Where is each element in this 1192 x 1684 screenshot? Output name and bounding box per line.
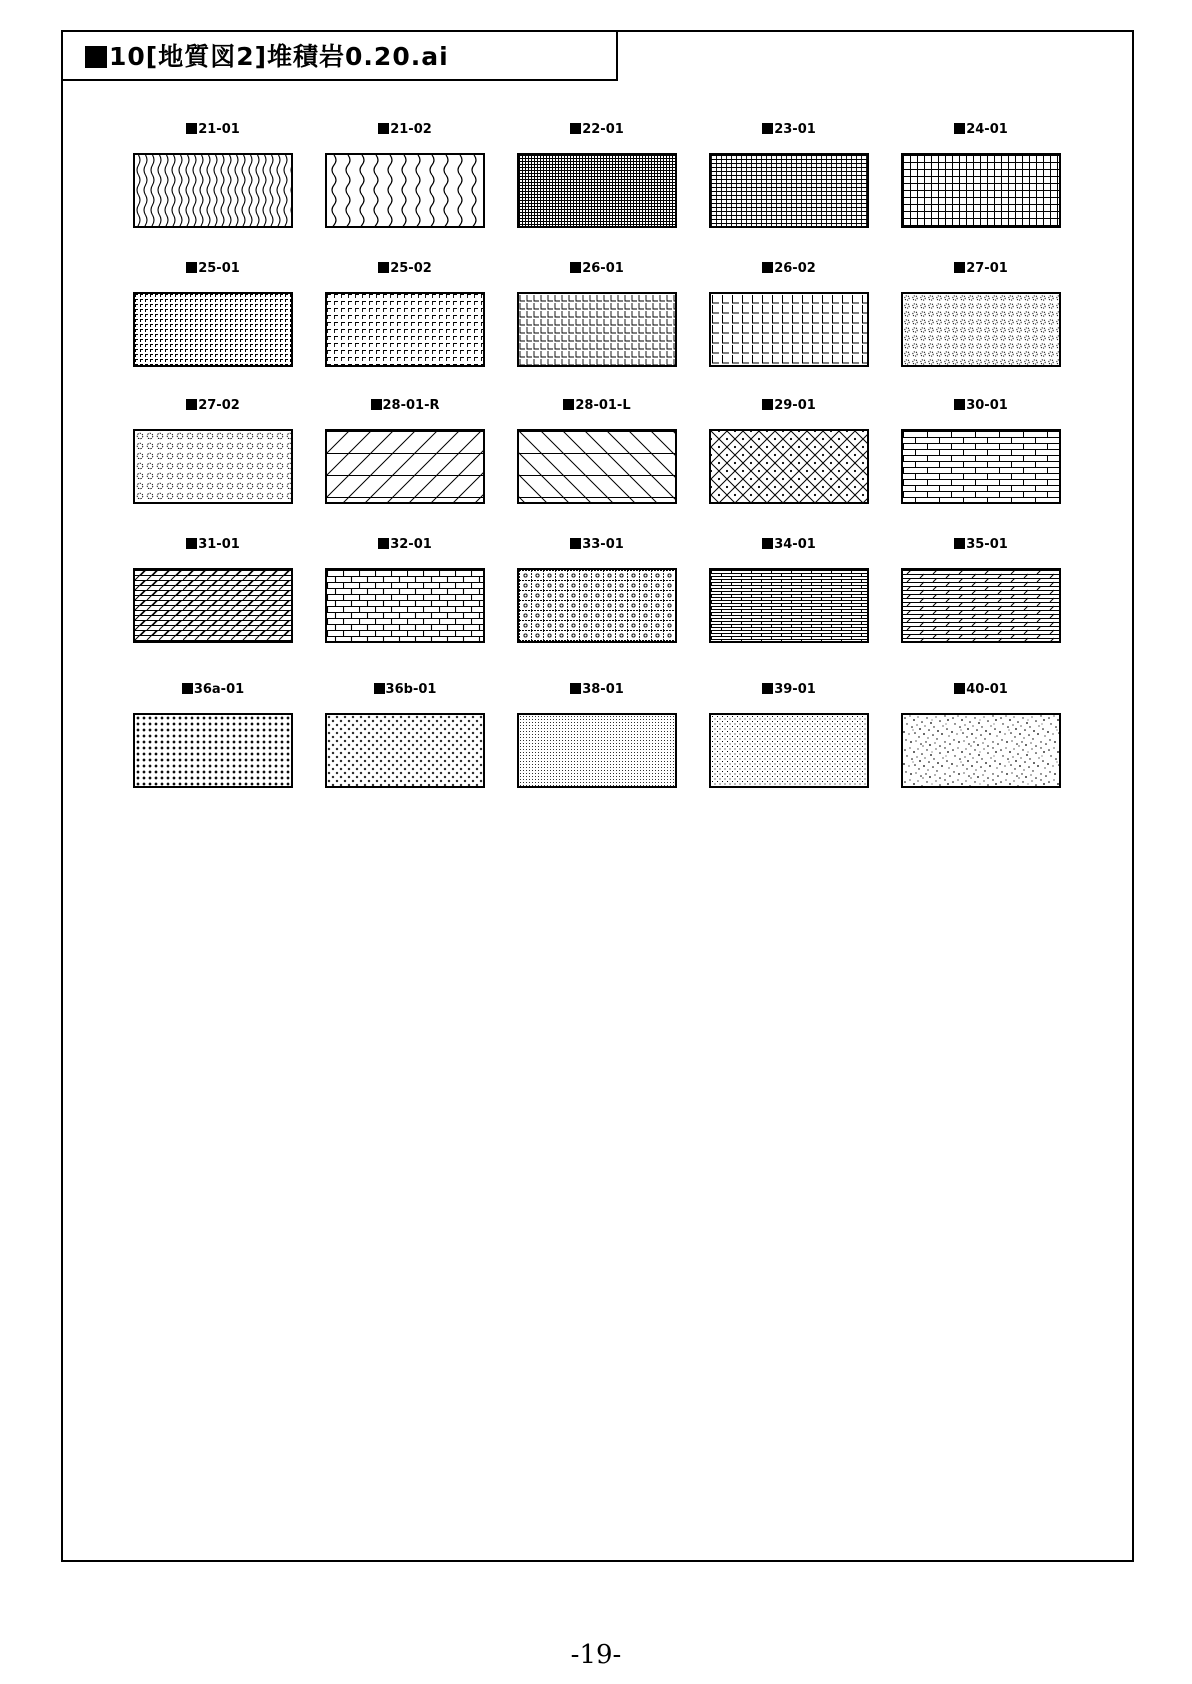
swatch-label-25-02: 25-02 <box>325 261 485 276</box>
pattern-swatch-22-01 <box>517 153 677 228</box>
black-square-icon <box>186 123 197 134</box>
pattern-swatch-29-01 <box>709 429 869 504</box>
page-number: -19- <box>570 1640 622 1670</box>
swatch-label-39-01: 39-01 <box>709 682 869 697</box>
black-square-icon <box>762 399 773 410</box>
black-square-icon <box>186 262 197 273</box>
black-square-icon <box>570 683 581 694</box>
pattern-swatch-30-01 <box>901 429 1061 504</box>
swatch-label-33-01: 33-01 <box>517 537 677 552</box>
pattern-swatch-36b-01 <box>325 713 485 788</box>
black-square-icon <box>378 538 389 549</box>
black-square-icon <box>570 262 581 273</box>
pattern-swatch-36a-01 <box>133 713 293 788</box>
pattern-swatch-28-01-L <box>517 429 677 504</box>
swatch-label-36b-01: 36b-01 <box>325 682 485 697</box>
pattern-swatch-23-01 <box>709 153 869 228</box>
pattern-swatch-35-01 <box>901 568 1061 643</box>
swatch-label-21-02: 21-02 <box>325 122 485 137</box>
swatch-label-23-01: 23-01 <box>709 122 869 137</box>
pattern-swatch-34-01 <box>709 568 869 643</box>
swatch-label-29-01: 29-01 <box>709 398 869 413</box>
black-square-icon <box>762 538 773 549</box>
swatch-label-22-01: 22-01 <box>517 122 677 137</box>
black-square-icon <box>954 262 965 273</box>
black-square-icon <box>186 538 197 549</box>
swatch-label-27-02: 27-02 <box>133 398 293 413</box>
black-square-icon <box>954 538 965 549</box>
black-square-icon <box>378 123 389 134</box>
swatch-label-26-01: 26-01 <box>517 261 677 276</box>
swatch-label-36a-01: 36a-01 <box>133 682 293 697</box>
swatch-label-28-01-R: 28-01-R <box>325 398 485 413</box>
pattern-swatch-33-01 <box>517 568 677 643</box>
swatch-label-26-02: 26-02 <box>709 261 869 276</box>
pattern-swatch-28-01-R <box>325 429 485 504</box>
black-square-icon <box>570 538 581 549</box>
swatch-label-35-01: 35-01 <box>901 537 1061 552</box>
black-square-icon <box>371 399 382 410</box>
swatch-label-30-01: 30-01 <box>901 398 1061 413</box>
pattern-swatch-27-02 <box>133 429 293 504</box>
pattern-swatch-39-01 <box>709 713 869 788</box>
pattern-swatch-21-02 <box>325 153 485 228</box>
pattern-swatch-26-02 <box>709 292 869 367</box>
swatch-label-32-01: 32-01 <box>325 537 485 552</box>
black-square-icon <box>954 399 965 410</box>
document-title <box>85 37 449 73</box>
pattern-swatch-32-01 <box>325 568 485 643</box>
swatch-label-40-01: 40-01 <box>901 682 1061 697</box>
pattern-swatch-38-01 <box>517 713 677 788</box>
document-title-text: 10[地質図2]堆積岩0.20.ai <box>109 42 449 71</box>
page-frame <box>61 30 1134 1562</box>
pattern-swatch-31-01 <box>133 568 293 643</box>
black-square-icon <box>563 399 574 410</box>
black-square-icon <box>374 683 385 694</box>
swatch-label-24-01: 24-01 <box>901 122 1061 137</box>
black-square-icon <box>762 683 773 694</box>
black-square-icon <box>570 123 581 134</box>
black-square-icon <box>378 262 389 273</box>
black-square-icon <box>186 399 197 410</box>
black-square-icon <box>762 123 773 134</box>
black-square-icon <box>762 262 773 273</box>
swatch-label-21-01: 21-01 <box>133 122 293 137</box>
swatch-label-28-01-L: 28-01-L <box>517 398 677 413</box>
swatch-label-27-01: 27-01 <box>901 261 1061 276</box>
title-box <box>61 30 618 81</box>
black-square-icon <box>954 123 965 134</box>
swatch-label-34-01: 34-01 <box>709 537 869 552</box>
swatch-label-38-01: 38-01 <box>517 682 677 697</box>
swatch-label-31-01: 31-01 <box>133 537 293 552</box>
black-square-icon <box>954 683 965 694</box>
pattern-swatch-25-02 <box>325 292 485 367</box>
swatch-label-25-01: 25-01 <box>133 261 293 276</box>
pattern-swatch-26-01 <box>517 292 677 367</box>
pattern-swatch-24-01 <box>901 153 1061 228</box>
pattern-swatch-40-01 <box>901 713 1061 788</box>
pattern-swatch-27-01 <box>901 292 1061 367</box>
black-square-icon <box>182 683 193 694</box>
pattern-swatch-21-01 <box>133 153 293 228</box>
pattern-swatch-25-01 <box>133 292 293 367</box>
black-square-icon <box>85 46 107 68</box>
